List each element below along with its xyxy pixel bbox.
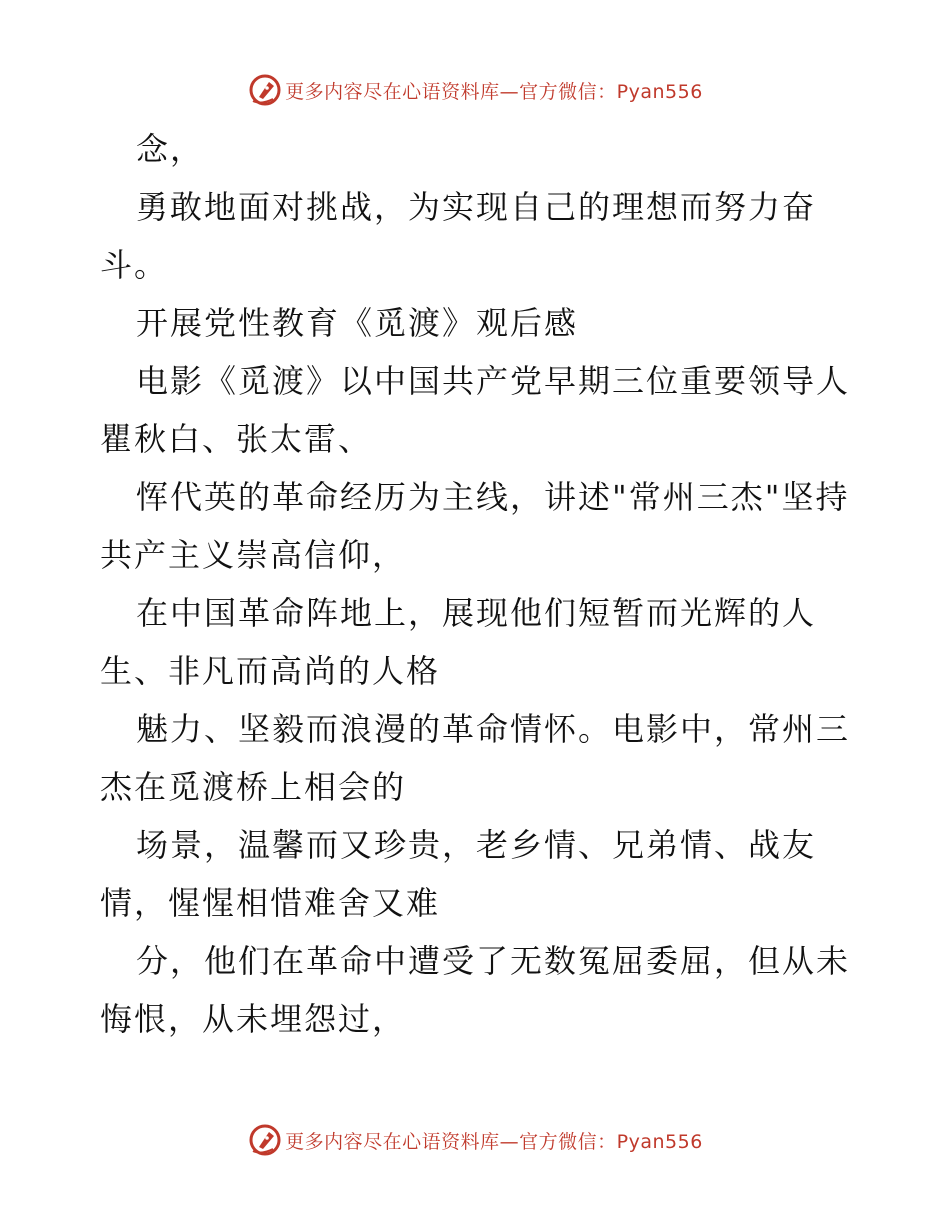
text-line: 生、非凡而高尚的人格 — [100, 652, 441, 690]
text-line: 分，他们在革命中遭受了无数冤屈委屈，但从未 — [136, 942, 851, 980]
text-line: 恽代英的革命经历为主线，讲述"常州三杰"坚持 — [136, 478, 850, 516]
header-banner — [0, 68, 950, 112]
pen-nib-circle-logo-icon — [247, 72, 283, 108]
footer-banner — [0, 1118, 950, 1162]
header-banner-text: 更多内容尽在心语资料库—官方微信：Pyan556 — [285, 80, 703, 103]
pen-nib-circle-logo-icon — [247, 1122, 283, 1158]
text-line: 共产主义崇高信仰， — [100, 536, 407, 574]
section-heading: 开展党性教育《觅渡》观后感 — [136, 304, 579, 342]
text-line: 瞿秋白、张太雷、 — [100, 420, 373, 458]
text-line: 斗。 — [100, 246, 169, 284]
text-line: 在中国革命阵地上，展现他们短暂而光辉的人 — [136, 594, 817, 632]
text-line: 悔恨，从未埋怨过， — [100, 1000, 407, 1038]
text-line: 场景，温馨而又珍贵，老乡情、兄弟情、战友 — [136, 826, 817, 864]
text-line: 电影《觅渡》以中国共产党早期三位重要领导人 — [136, 362, 851, 400]
text-line: 魅力、坚毅而浪漫的革命情怀。电影中，常州三 — [136, 710, 851, 748]
text-line: 勇敢地面对挑战，为实现自己的理想而努力奋 — [136, 188, 817, 226]
footer-banner-text: 更多内容尽在心语资料库—官方微信：Pyan556 — [285, 1130, 703, 1153]
text-line: 念， — [136, 130, 205, 168]
text-line: 杰在觅渡桥上相会的 — [100, 768, 407, 806]
text-line: 情，惺惺相惜难舍又难 — [100, 884, 441, 922]
document-body — [100, 120, 860, 1048]
